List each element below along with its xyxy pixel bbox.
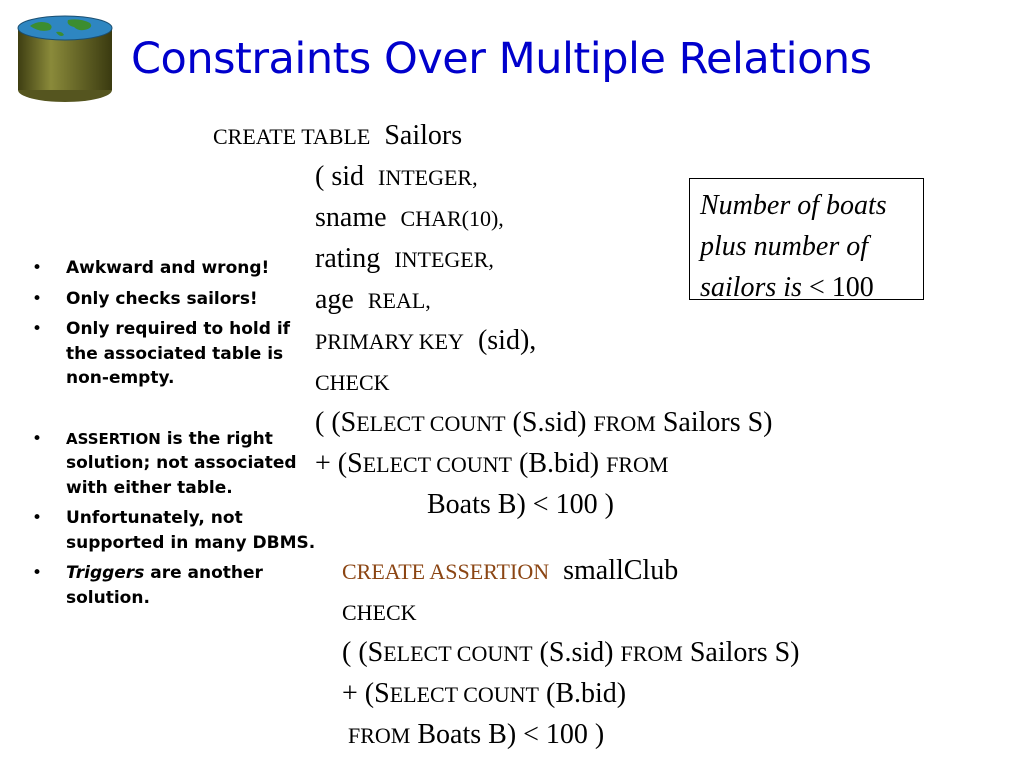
sql-keyword: ELECT COUNT bbox=[356, 411, 506, 436]
assertion-expression-line-1 bbox=[342, 637, 800, 670]
sql-keyword: FROM bbox=[606, 452, 669, 477]
bullet-text: are another solution. bbox=[66, 563, 263, 608]
assertion-expression-line-3 bbox=[348, 719, 604, 752]
sql-keyword: CREATE ASSERTION bbox=[342, 559, 550, 584]
expr-text: ( (S bbox=[342, 637, 384, 668]
column-type: INTEGER, bbox=[394, 247, 494, 272]
sql-keyword: CREATE TABLE bbox=[213, 124, 371, 149]
bullet-item bbox=[26, 561, 326, 610]
expr-text: (B.bid) bbox=[546, 678, 627, 709]
check-keyword-line bbox=[315, 366, 390, 399]
check-expression-line-3 bbox=[427, 489, 614, 521]
column-age-line bbox=[315, 284, 431, 317]
expr-text: Sailors S) bbox=[689, 637, 800, 668]
sql-keyword: FROM bbox=[620, 641, 683, 666]
expr-text: + (S bbox=[342, 678, 390, 709]
column-type: REAL, bbox=[367, 288, 431, 313]
expr-text: (S.sid) bbox=[512, 407, 587, 438]
expr-text: (B.bid) bbox=[519, 448, 600, 479]
sql-keyword: FROM bbox=[593, 411, 656, 436]
expr-text: (S.sid) bbox=[539, 637, 614, 668]
sql-keyword: ELECT COUNT bbox=[389, 682, 539, 707]
note-text: < 100 bbox=[808, 272, 874, 303]
create-assertion-line bbox=[342, 555, 678, 588]
check-expression-line-2 bbox=[315, 448, 668, 481]
column-sid-line bbox=[315, 161, 478, 194]
bullet-item: • Awkward and wrong! bbox=[26, 256, 326, 281]
bullet-item: • Unfortunately, not supported in many DBMS. bbox=[26, 506, 326, 555]
sql-keyword: ELECT COUNT bbox=[362, 452, 512, 477]
column-name: rating bbox=[315, 243, 381, 274]
column-name: ( sid bbox=[315, 161, 364, 192]
note-text: sailors is bbox=[700, 272, 802, 303]
column-rating-line bbox=[315, 243, 494, 276]
column-type: INTEGER, bbox=[378, 165, 478, 190]
create-table-line bbox=[213, 120, 462, 153]
table-name: Sailors bbox=[384, 120, 463, 151]
bullet-item: • Only checks sailors! bbox=[26, 287, 326, 312]
check-expression-line-1 bbox=[315, 407, 773, 440]
bullet-text: is the right solution; not associated with either table. bbox=[66, 428, 297, 498]
note-line: plus number of bbox=[700, 231, 868, 262]
primary-key-line bbox=[315, 325, 536, 358]
sql-keyword: ELECT COUNT bbox=[383, 641, 533, 666]
note-line: Number of boats bbox=[700, 190, 887, 221]
bullet-item: • Only required to hold if the associated table is non-empty. bbox=[26, 317, 326, 391]
bullet-list bbox=[26, 256, 326, 616]
column-sname-line bbox=[315, 202, 504, 235]
column-name: sname bbox=[315, 202, 387, 233]
bullet-keyword: ASSERTION bbox=[66, 429, 161, 448]
sql-keyword: CHECK bbox=[342, 600, 417, 625]
assertion-check-line bbox=[342, 596, 417, 629]
column-type: CHAR(10), bbox=[400, 206, 504, 231]
assertion-name: smallClub bbox=[563, 555, 679, 586]
primary-key-column: (sid), bbox=[477, 325, 537, 356]
sql-keyword: CHECK bbox=[315, 370, 390, 395]
expr-text: Boats B) < 100 ) bbox=[417, 719, 605, 750]
column-name: age bbox=[315, 284, 354, 315]
note-line bbox=[700, 267, 923, 308]
expr-text: ( (S bbox=[315, 407, 357, 438]
page-title: Constraints Over Multiple Relations bbox=[131, 34, 872, 84]
sql-keyword: PRIMARY KEY bbox=[315, 329, 464, 354]
expr-text: + (S bbox=[315, 448, 363, 479]
assertion-expression-line-2 bbox=[342, 678, 626, 711]
database-globe-icon bbox=[16, 14, 114, 104]
bullet-item bbox=[26, 427, 326, 501]
expr-text: Boats B) < 100 ) bbox=[427, 489, 614, 520]
expr-text: Sailors S) bbox=[662, 407, 773, 438]
bullet-keyword: Triggers bbox=[66, 563, 145, 583]
note-box bbox=[689, 178, 924, 303]
sql-keyword: FROM bbox=[348, 723, 411, 748]
